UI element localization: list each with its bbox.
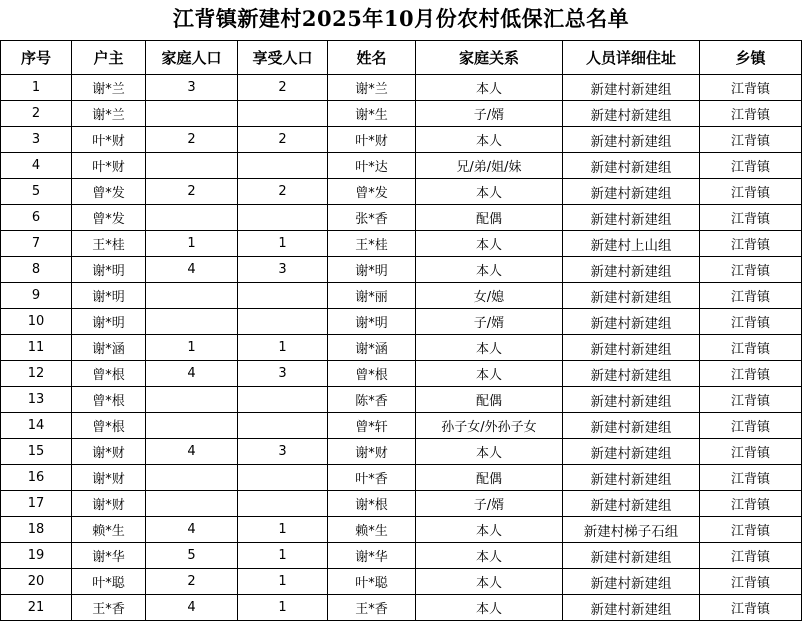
cell-relation: 女/媳 (416, 283, 563, 309)
table-row (1, 569, 802, 595)
cell-householder: 谢*明 (72, 309, 146, 335)
cell-name: 曾*根 (328, 361, 416, 387)
cell-benefit-size (238, 309, 328, 335)
cell-name: 王*香 (328, 595, 416, 621)
cell-name: 谢*丽 (328, 283, 416, 309)
cell-name: 谢*根 (328, 491, 416, 517)
cell-seq: 21 (1, 595, 72, 621)
header-seq: 序号 (1, 41, 72, 75)
cell-family-size (146, 491, 238, 517)
cell-householder: 谢*明 (72, 283, 146, 309)
cell-address: 新建村新建组 (563, 75, 700, 101)
cell-benefit-size (238, 101, 328, 127)
table-row (1, 75, 802, 101)
table-body (1, 75, 802, 621)
cell-town: 江背镇 (700, 543, 802, 569)
cell-relation: 本人 (416, 595, 563, 621)
table-row (1, 387, 802, 413)
cell-relation: 兄/弟/姐/妹 (416, 153, 563, 179)
cell-benefit-size (238, 205, 328, 231)
cell-benefit-size: 3 (238, 257, 328, 283)
cell-address: 新建村新建组 (563, 387, 700, 413)
cell-benefit-size: 1 (238, 543, 328, 569)
cell-householder: 王*香 (72, 595, 146, 621)
cell-householder: 赖*生 (72, 517, 146, 543)
cell-relation: 本人 (416, 127, 563, 153)
cell-address: 新建村新建组 (563, 335, 700, 361)
cell-family-size: 4 (146, 517, 238, 543)
cell-seq: 19 (1, 543, 72, 569)
table-row (1, 283, 802, 309)
cell-householder: 曾*根 (72, 413, 146, 439)
cell-relation: 本人 (416, 335, 563, 361)
cell-householder: 曾*发 (72, 179, 146, 205)
cell-relation: 本人 (416, 543, 563, 569)
cell-family-size (146, 309, 238, 335)
cell-benefit-size: 2 (238, 127, 328, 153)
cell-family-size: 4 (146, 361, 238, 387)
table-row (1, 465, 802, 491)
table-row (1, 335, 802, 361)
subsidy-table (0, 40, 802, 621)
cell-town: 江背镇 (700, 387, 802, 413)
cell-seq: 11 (1, 335, 72, 361)
cell-town: 江背镇 (700, 101, 802, 127)
cell-town: 江背镇 (700, 517, 802, 543)
table-row (1, 439, 802, 465)
header-address: 人员详细住址 (563, 41, 700, 75)
cell-benefit-size: 3 (238, 439, 328, 465)
cell-address: 新建村新建组 (563, 413, 700, 439)
cell-town: 江背镇 (700, 231, 802, 257)
cell-householder: 谢*财 (72, 465, 146, 491)
cell-town: 江背镇 (700, 439, 802, 465)
cell-name: 谢*兰 (328, 75, 416, 101)
cell-town: 江背镇 (700, 569, 802, 595)
cell-relation: 配偶 (416, 205, 563, 231)
cell-relation: 子/婿 (416, 101, 563, 127)
cell-town: 江背镇 (700, 257, 802, 283)
cell-householder: 叶*财 (72, 153, 146, 179)
cell-address: 新建村上山组 (563, 231, 700, 257)
cell-relation: 本人 (416, 517, 563, 543)
cell-householder: 谢*兰 (72, 101, 146, 127)
cell-town: 江背镇 (700, 335, 802, 361)
cell-relation: 本人 (416, 257, 563, 283)
cell-householder: 谢*财 (72, 491, 146, 517)
header-town: 乡镇 (700, 41, 802, 75)
cell-householder: 谢*财 (72, 439, 146, 465)
cell-benefit-size (238, 413, 328, 439)
cell-address: 新建村新建组 (563, 101, 700, 127)
cell-relation: 子/婿 (416, 309, 563, 335)
cell-address: 新建村新建组 (563, 491, 700, 517)
cell-benefit-size (238, 153, 328, 179)
header-benefit-size: 享受人口 (238, 41, 328, 75)
cell-family-size: 1 (146, 335, 238, 361)
cell-seq: 18 (1, 517, 72, 543)
cell-address: 新建村新建组 (563, 361, 700, 387)
cell-benefit-size: 1 (238, 517, 328, 543)
cell-benefit-size: 1 (238, 335, 328, 361)
cell-seq: 3 (1, 127, 72, 153)
cell-name: 谢*明 (328, 257, 416, 283)
table-row (1, 205, 802, 231)
cell-benefit-size: 2 (238, 179, 328, 205)
cell-family-size (146, 153, 238, 179)
cell-address: 新建村新建组 (563, 595, 700, 621)
cell-family-size (146, 205, 238, 231)
table-row (1, 179, 802, 205)
cell-relation: 本人 (416, 439, 563, 465)
cell-seq: 14 (1, 413, 72, 439)
cell-family-size (146, 283, 238, 309)
cell-name: 叶*香 (328, 465, 416, 491)
cell-benefit-size: 3 (238, 361, 328, 387)
cell-town: 江背镇 (700, 153, 802, 179)
table-row (1, 101, 802, 127)
cell-benefit-size (238, 387, 328, 413)
cell-town: 江背镇 (700, 283, 802, 309)
header-name: 姓名 (328, 41, 416, 75)
cell-seq: 15 (1, 439, 72, 465)
table-row (1, 309, 802, 335)
cell-address: 新建村新建组 (563, 153, 700, 179)
cell-address: 新建村新建组 (563, 205, 700, 231)
cell-benefit-size: 1 (238, 595, 328, 621)
cell-name: 陈*香 (328, 387, 416, 413)
cell-address: 新建村新建组 (563, 127, 700, 153)
cell-name: 张*香 (328, 205, 416, 231)
cell-householder: 叶*聪 (72, 569, 146, 595)
cell-family-size (146, 413, 238, 439)
cell-householder: 谢*兰 (72, 75, 146, 101)
page-title: 江背镇新建村2025年10月份农村低保汇总名单 (172, 6, 630, 31)
cell-town: 江背镇 (700, 595, 802, 621)
cell-relation: 本人 (416, 231, 563, 257)
cell-town: 江背镇 (700, 491, 802, 517)
cell-householder: 曾*发 (72, 205, 146, 231)
cell-name: 谢*华 (328, 543, 416, 569)
cell-relation: 本人 (416, 361, 563, 387)
cell-family-size: 2 (146, 569, 238, 595)
cell-benefit-size (238, 283, 328, 309)
cell-seq: 17 (1, 491, 72, 517)
cell-relation: 本人 (416, 75, 563, 101)
cell-seq: 6 (1, 205, 72, 231)
cell-benefit-size: 1 (238, 569, 328, 595)
cell-name: 谢*涵 (328, 335, 416, 361)
cell-relation: 配偶 (416, 465, 563, 491)
cell-relation: 本人 (416, 179, 563, 205)
cell-address: 新建村梯子石组 (563, 517, 700, 543)
table-row (1, 491, 802, 517)
cell-address: 新建村新建组 (563, 257, 700, 283)
cell-benefit-size (238, 491, 328, 517)
cell-town: 江背镇 (700, 75, 802, 101)
cell-householder: 王*桂 (72, 231, 146, 257)
cell-relation: 子/婿 (416, 491, 563, 517)
cell-family-size: 4 (146, 595, 238, 621)
cell-family-size: 4 (146, 439, 238, 465)
cell-address: 新建村新建组 (563, 569, 700, 595)
cell-name: 王*桂 (328, 231, 416, 257)
cell-family-size (146, 101, 238, 127)
table-row (1, 543, 802, 569)
header-relation: 家庭关系 (416, 41, 563, 75)
cell-seq: 16 (1, 465, 72, 491)
cell-householder: 谢*华 (72, 543, 146, 569)
cell-address: 新建村新建组 (563, 465, 700, 491)
cell-householder: 谢*明 (72, 257, 146, 283)
cell-householder: 曾*根 (72, 361, 146, 387)
cell-family-size: 2 (146, 179, 238, 205)
cell-seq: 13 (1, 387, 72, 413)
cell-name: 叶*聪 (328, 569, 416, 595)
cell-name: 叶*财 (328, 127, 416, 153)
cell-seq: 10 (1, 309, 72, 335)
cell-benefit-size: 2 (238, 75, 328, 101)
cell-seq: 7 (1, 231, 72, 257)
table-row (1, 413, 802, 439)
table-row (1, 595, 802, 621)
cell-relation: 孙子女/外孙子女 (416, 413, 563, 439)
table-row (1, 127, 802, 153)
table-row (1, 231, 802, 257)
cell-name: 谢*财 (328, 439, 416, 465)
cell-name: 谢*明 (328, 309, 416, 335)
cell-town: 江背镇 (700, 179, 802, 205)
cell-benefit-size: 1 (238, 231, 328, 257)
cell-benefit-size (238, 465, 328, 491)
cell-seq: 20 (1, 569, 72, 595)
cell-householder: 叶*财 (72, 127, 146, 153)
cell-name: 曾*发 (328, 179, 416, 205)
cell-seq: 1 (1, 75, 72, 101)
cell-town: 江背镇 (700, 465, 802, 491)
cell-seq: 4 (1, 153, 72, 179)
cell-family-size: 4 (146, 257, 238, 283)
cell-family-size: 5 (146, 543, 238, 569)
cell-town: 江背镇 (700, 127, 802, 153)
cell-seq: 8 (1, 257, 72, 283)
cell-seq: 5 (1, 179, 72, 205)
cell-householder: 曾*根 (72, 387, 146, 413)
cell-address: 新建村新建组 (563, 439, 700, 465)
cell-seq: 2 (1, 101, 72, 127)
header-householder: 户主 (72, 41, 146, 75)
cell-seq: 12 (1, 361, 72, 387)
cell-householder: 谢*涵 (72, 335, 146, 361)
cell-address: 新建村新建组 (563, 309, 700, 335)
cell-family-size: 1 (146, 231, 238, 257)
cell-family-size: 2 (146, 127, 238, 153)
cell-name: 曾*轩 (328, 413, 416, 439)
cell-relation: 配偶 (416, 387, 563, 413)
cell-address: 新建村新建组 (563, 179, 700, 205)
cell-name: 谢*生 (328, 101, 416, 127)
cell-name: 赖*生 (328, 517, 416, 543)
table-row (1, 361, 802, 387)
cell-town: 江背镇 (700, 309, 802, 335)
cell-family-size (146, 387, 238, 413)
cell-relation: 本人 (416, 569, 563, 595)
cell-address: 新建村新建组 (563, 543, 700, 569)
table-header-row (1, 41, 802, 75)
cell-name: 叶*达 (328, 153, 416, 179)
table-row (1, 257, 802, 283)
cell-town: 江背镇 (700, 413, 802, 439)
cell-address: 新建村新建组 (563, 283, 700, 309)
cell-family-size: 3 (146, 75, 238, 101)
table-row (1, 153, 802, 179)
cell-seq: 9 (1, 283, 72, 309)
cell-town: 江背镇 (700, 205, 802, 231)
cell-town: 江背镇 (700, 361, 802, 387)
header-family-size: 家庭人口 (146, 41, 238, 75)
cell-family-size (146, 465, 238, 491)
table-row (1, 517, 802, 543)
